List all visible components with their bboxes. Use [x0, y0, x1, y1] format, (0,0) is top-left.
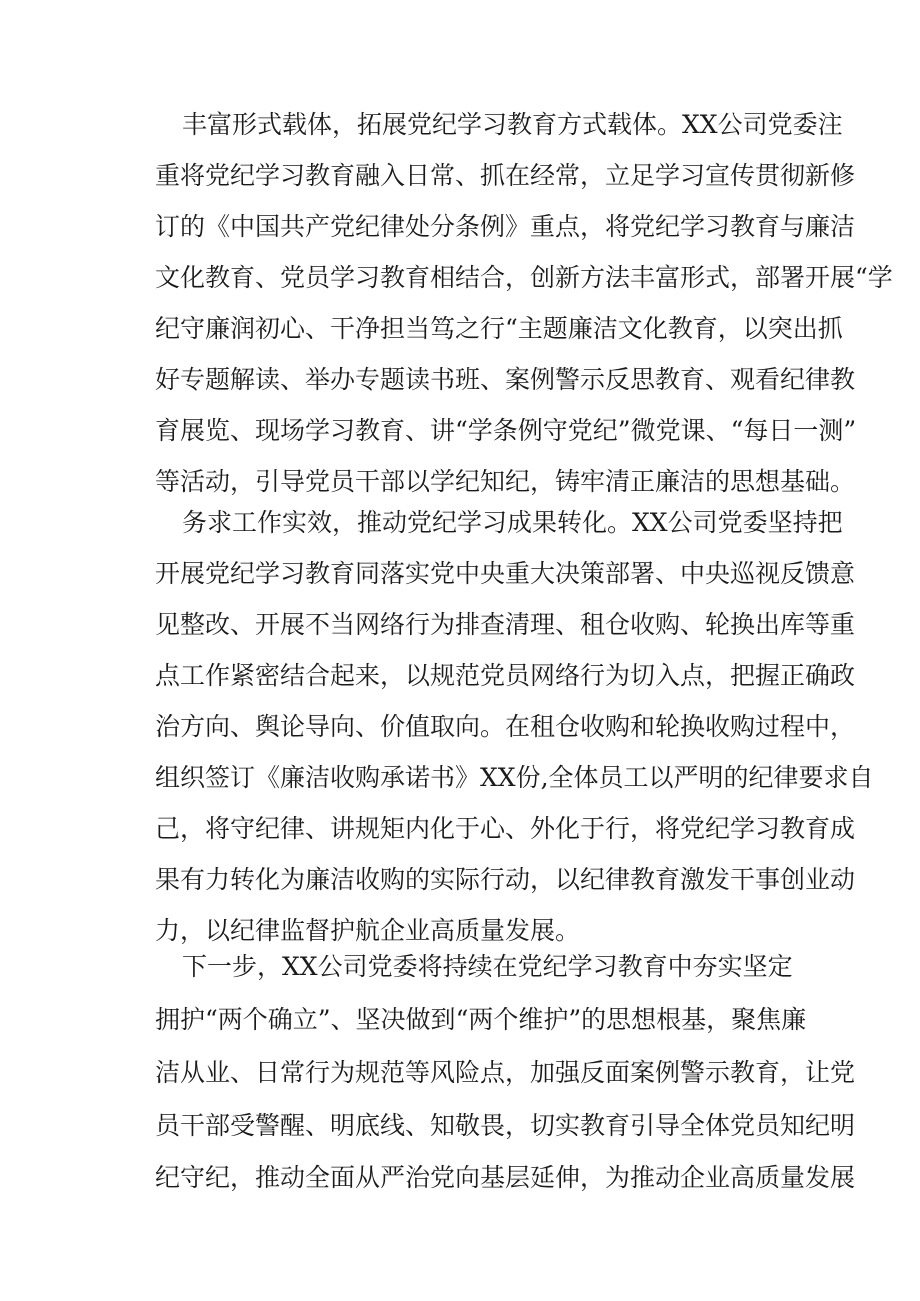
paragraph-3-line-2: 拥护“两个确立”、坚决做到“两个维护”的思想根基，聚焦廉	[155, 1005, 807, 1034]
paragraph-2-line-9: 力，以纪律监督护航企业高质量发展。	[155, 916, 581, 945]
paragraph-2-line-4: 点工作紧密结合起来，以规范党员网络行为切入点，把握正确政	[155, 661, 856, 690]
paragraph-2-line-5: 治方向、舆论导向、价值取向。在租仓收购和轮换收购过程中，	[155, 712, 856, 741]
paragraph-2-line-6: 组织签订《廉洁收购承诺书》XX份,全体员工以严明的纪律要求自	[155, 763, 874, 792]
paragraph-1-line-3: 订的《中国共产党纪律处分条例》重点，将党纪学习教育与廉洁	[155, 212, 856, 241]
paragraph-2-line-7: 己，将守纪律、讲规矩内化于心、外化于行，将党纪学习教育成	[155, 814, 856, 843]
paragraph-3-line-1: 下一步，XX公司党委将持续在党纪学习教育中夯实坚定	[182, 952, 793, 981]
paragraph-2-line-2: 开展党纪学习教育同落实党中央重大决策部署、中央巡视反馈意	[155, 559, 856, 588]
paragraph-2-line-3: 见整改、开展不当网络行为排查清理、租仓收购、轮换出库等重	[155, 610, 856, 639]
paragraph-1-line-5: 纪守廉润初心、干净担当笃之行“主题廉洁文化教育，以突出抓	[155, 314, 843, 343]
paragraph-3-line-5: 纪守纪，推动全面从严治党向基层延伸，为推动企业高质量发展	[155, 1163, 856, 1192]
paragraph-1-line-1: 丰富形式载体，拓展党纪学习教育方式载体。XX公司党委注	[182, 110, 843, 139]
paragraph-1-line-7: 育展览、现场学习教育、讲“学条例守党纪”微党课、“每日一测”	[155, 416, 857, 445]
paragraph-1-line-8: 等活动，引导党员干部以学纪知纪，铸牢清正廉洁的思想基础。	[155, 467, 856, 496]
paragraph-1-line-2: 重将党纪学习教育融入日常、抓在经常，立足学习宣传贯彻新修	[155, 161, 856, 190]
paragraph-3-line-4: 员干部受警醒、明底线、知敬畏，切实教育引导全体党员知纪明	[155, 1111, 856, 1140]
paragraph-1-line-4: 文化教育、党员学习教育相结合，创新方法丰富形式，部署开展“学	[155, 263, 893, 292]
paragraph-2-line-1: 务求工作实效，推动党纪学习成果转化。XX公司党委坚持把	[182, 508, 843, 537]
paragraph-1-line-6: 好专题解读、举办专题读书班、案例警示反思教育、观看纪律教	[155, 365, 856, 394]
paragraph-3-line-3: 洁从业、日常行为规范等风险点，加强反面案例警示教育，让党	[155, 1058, 856, 1087]
paragraph-2-line-8: 果有力转化为廉洁收购的实际行动，以纪律教育激发干事创业动	[155, 865, 856, 894]
